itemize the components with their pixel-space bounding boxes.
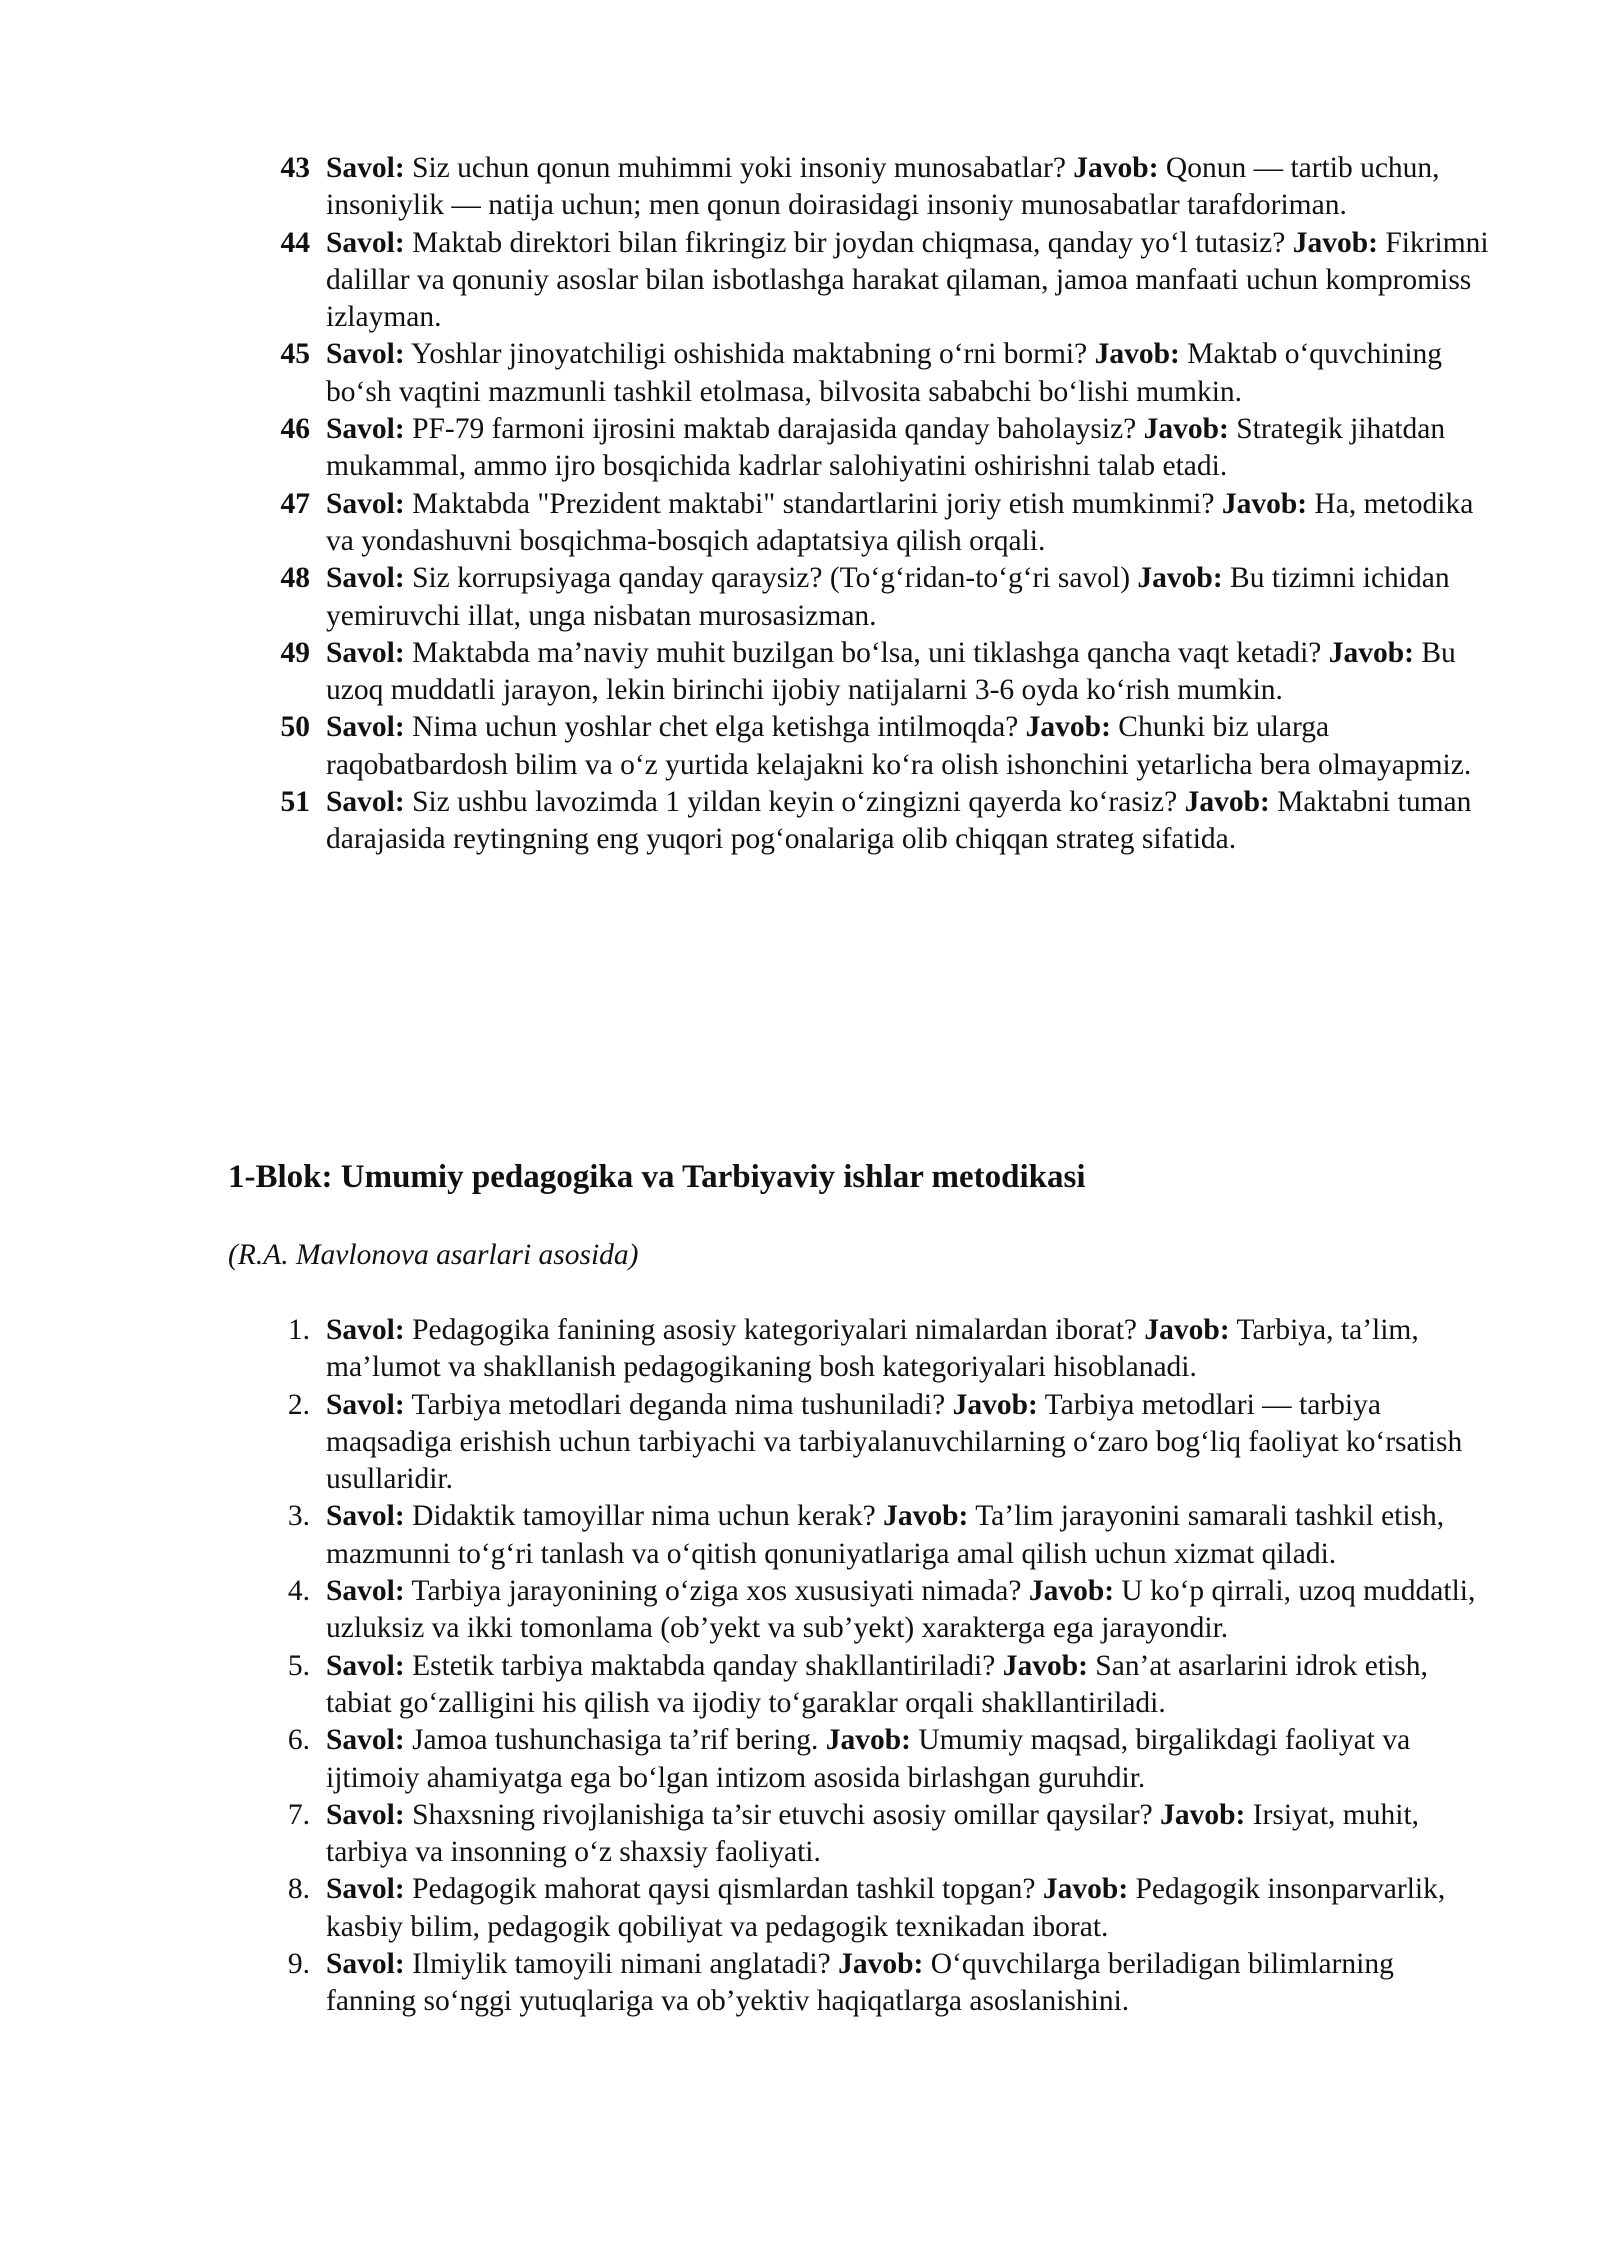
answer-text: U ko‘p qirrali, uzoq muddatli, uzluksiz va ikki tomonlama (ob’yekt va sub’yekt) xarakterga ega jarayondir.	[326, 1575, 1476, 1645]
question-number: 1.	[287, 1314, 310, 1346]
question-label: Savol:	[326, 786, 405, 819]
question-item	[0, 1312, 1600, 1387]
question-label: Savol:	[326, 1314, 405, 1346]
answer-text: Ha, metodika va yondashuvni bosqichma-bosqich adaptatsiya qilish orqali.	[326, 487, 1474, 557]
question-item	[0, 336, 1600, 411]
answer-label: Javob:	[1328, 636, 1414, 669]
question-text: Maktab direktori bilan fikringiz bir joydan chiqmasa, qanday yo‘l tutasiz?	[412, 226, 1286, 259]
question-item	[0, 709, 1600, 784]
question-item	[0, 784, 1600, 859]
question-label: Savol:	[326, 562, 405, 595]
answer-label: Javob:	[1221, 487, 1308, 520]
answer-label: Javob:	[1143, 413, 1229, 446]
question-text: Didaktik tamoyillar nima uchun kerak?	[412, 1500, 876, 1533]
answer-label: Javob:	[1028, 1575, 1115, 1608]
question-label: Savol:	[326, 338, 405, 371]
question-number: 49	[280, 636, 310, 669]
question-label: Savol:	[326, 152, 405, 184]
question-item	[0, 1573, 1600, 1648]
question-label: Savol:	[326, 1388, 405, 1421]
question-text: Pedagogika fanining asosiy kategoriyalari nimalardan iborat?	[412, 1314, 1138, 1346]
answer-label: Javob:	[1025, 711, 1111, 744]
section-title: 1-Blok: Umumiy pedagogika va Tarbiyaviy ishlar metodikasi	[228, 1159, 1086, 1195]
question-item	[0, 150, 1600, 225]
question-text: PF-79 farmoni ijrosini maktab darajasida qanday baholaysiz?	[412, 413, 1137, 446]
question-label: Savol:	[326, 413, 405, 446]
question-text: Nima uchun yoshlar chet elga ketishga intilmoqda?	[412, 711, 1019, 744]
answer-text: Qonun — tartib uchun, insoniylik — natija uchun; men qonun doirasidagi insoniy munosabatlar tarafdoriman.	[326, 152, 1440, 222]
section-subtitle: (R.A. Mavlonova asarlari asosida)	[228, 1239, 639, 1271]
question-number: 2.	[287, 1388, 310, 1421]
block-question-list	[0, 1312, 1600, 2021]
question-item	[0, 560, 1600, 635]
question-number: 46	[280, 413, 310, 446]
question-item	[0, 486, 1600, 561]
answer-label: Javob:	[883, 1500, 969, 1533]
question-text: Tarbiya metodlari deganda nima tushuniladi?	[411, 1388, 946, 1421]
answer-label: Javob:	[1002, 1649, 1088, 1682]
question-label: Savol:	[326, 1649, 405, 1682]
question-number: 45	[280, 338, 310, 371]
question-label: Savol:	[326, 1798, 405, 1831]
question-item	[0, 225, 1600, 337]
question-number: 43	[280, 152, 310, 184]
question-label: Savol:	[326, 1873, 405, 1906]
question-text: Estetik tarbiya maktabda qanday shakllantiriladi?	[412, 1649, 996, 1682]
question-text: Yoshlar jinoyatchiligi oshishida maktabning o‘rni bormi?	[410, 338, 1088, 371]
answer-text: Bu uzoq muddatli jarayon, lekin birinchi ijobiy natijalarni 3-6 oyda ko‘rish mumkin.	[326, 636, 1456, 707]
question-number: 50	[280, 711, 310, 744]
question-item	[0, 1946, 1600, 2021]
question-text: Siz ushbu lavozimda 1 yildan keyin o‘zingizni qayerda ko‘rasiz?	[412, 786, 1178, 819]
answer-text: Ta’lim jarayonini samarali tashkil etish, mazmunni to‘g‘ri tanlash va o‘qitish qonuniyatlariga amal qilish uchun xizmat qiladi.	[326, 1500, 1445, 1570]
question-item	[0, 1722, 1600, 1797]
question-label: Savol:	[326, 487, 405, 520]
answer-label: Javob:	[1094, 338, 1180, 371]
continued-question-list	[0, 150, 1600, 859]
answer-text: San’at asarlarini idrok etish, tabiat go‘zalligini his qilish va ijodiy to‘garaklar orqali shakllantiriladi.	[326, 1649, 1428, 1719]
question-number: 47	[280, 487, 310, 520]
answer-label: Javob:	[1073, 152, 1159, 184]
question-item	[0, 1648, 1600, 1723]
answer-label: Javob:	[1042, 1873, 1129, 1906]
answer-text: Fikrimni dalillar va qonuniy asoslar bilan isbotlashga harakat qilaman, jamoa manfaati uchun kompromiss izlayman.	[326, 226, 1489, 334]
question-item	[0, 1871, 1600, 1946]
question-number: 5.	[287, 1649, 310, 1682]
answer-label: Javob:	[825, 1724, 911, 1757]
question-text: Ilmiylik tamoyili nimani anglatadi?	[412, 1948, 831, 1981]
answer-text: Bu tizimni ichidan yemiruvchi illat, unga nisbatan murosasizman.	[326, 562, 1450, 632]
answer-text: Pedagogik insonparvarlik, kasbiy bilim, pedagogik qobiliyat va pedagogik texnikadan iborat.	[326, 1873, 1446, 1943]
question-text: Siz uchun qonun muhimmi yoki insoniy munosabatlar?	[412, 152, 1066, 184]
answer-label: Javob:	[1184, 786, 1270, 819]
question-item	[0, 411, 1600, 486]
answer-label: Javob:	[1144, 1314, 1230, 1346]
question-item	[0, 635, 1600, 710]
answer-label: Javob:	[1137, 562, 1223, 595]
question-number: 7.	[287, 1798, 310, 1831]
question-label: Savol:	[326, 1575, 405, 1608]
answer-text: Irsiyat, muhit, tarbiya va insonning o‘z shaxsiy faoliyati.	[326, 1798, 1420, 1869]
question-number: 9.	[287, 1948, 310, 1981]
answer-text: Tarbiya metodlari — tarbiya maqsadiga erishish uchun tarbiyachi va tarbiyalanuvchilarning o‘zaro bog‘liq faoliyat ko‘rsatish usullaridir.	[326, 1388, 1463, 1496]
question-item	[0, 1797, 1600, 1872]
answer-text: Maktab o‘quvchining bo‘sh vaqtini mazmunli tashkil etolmasa, bilvosita sababchi bo‘lishi mumkin.	[326, 338, 1443, 408]
answer-text: Chunki biz ularga raqobatbardosh bilim va o‘z yurtida kelajakni ko‘ra olish ishonchini yetarlicha bera olmayapmiz.	[326, 711, 1472, 781]
question-number: 44	[280, 226, 310, 259]
answer-text: Maktabni tuman darajasida reytingning eng yuqori pog‘onalariga olib chiqqan strateg sifatida.	[326, 786, 1472, 856]
question-label: Savol:	[326, 1724, 405, 1757]
answer-label: Javob:	[1292, 226, 1378, 259]
question-text: Maktabda ma’naviy muhit buzilgan bo‘lsa, uni tiklashga qancha vaqt ketadi?	[412, 636, 1322, 669]
question-number: 6.	[287, 1724, 310, 1757]
question-number: 3.	[287, 1500, 310, 1533]
question-text: Siz korrupsiyaga qanday qaraysiz? (To‘g‘ridan-to‘g‘ri savol)	[412, 562, 1131, 595]
question-label: Savol:	[326, 636, 405, 669]
question-text: Shaxsning rivojlanishiga ta’sir etuvchi asosiy omillar qaysilar?	[412, 1798, 1153, 1831]
question-text: Jamoa tushunchasiga ta’rif bering.	[412, 1724, 819, 1757]
question-number: 51	[280, 786, 310, 819]
answer-text: Umumiy maqsad, birgalikdagi faoliyat va ijtimoiy ahamiyatga ega bo‘lgan intizom asosida birlashgan guruhdir.	[326, 1724, 1411, 1794]
question-text: Tarbiya jarayonining o‘ziga xos xususiyati nimada?	[411, 1575, 1022, 1608]
question-label: Savol:	[326, 711, 405, 744]
answer-label: Javob:	[952, 1388, 1038, 1421]
question-text: Maktabda "Prezident maktabi" standartlarini joriy etish mumkinmi?	[412, 487, 1215, 520]
question-label: Savol:	[326, 1500, 405, 1533]
question-item	[0, 1387, 1600, 1499]
question-text: Pedagogik mahorat qaysi qismlardan tashkil topgan?	[412, 1873, 1036, 1906]
question-label: Savol:	[326, 226, 405, 259]
question-item	[0, 1498, 1600, 1573]
answer-label: Javob:	[1160, 1798, 1246, 1831]
question-number: 4.	[287, 1575, 310, 1608]
answer-label: Javob:	[838, 1948, 924, 1981]
question-number: 48	[280, 562, 310, 595]
question-number: 8.	[287, 1873, 310, 1906]
answer-text: O‘quvchilarga beriladigan bilimlarning fanning so‘nggi yutuqlariga va ob’yektiv haqiqatlarga asoslanishini.	[326, 1948, 1394, 2018]
answer-text: Tarbiya, ta’lim, ma’lumot va shakllanish pedagogikaning bosh kategoriyalari hisoblanadi.	[326, 1314, 1419, 1384]
answer-text: Strategik jihatdan mukammal, ammo ijro bosqichida kadrlar salohiyatini oshirishni talab etadi.	[326, 413, 1446, 483]
question-label: Savol:	[326, 1948, 405, 1981]
